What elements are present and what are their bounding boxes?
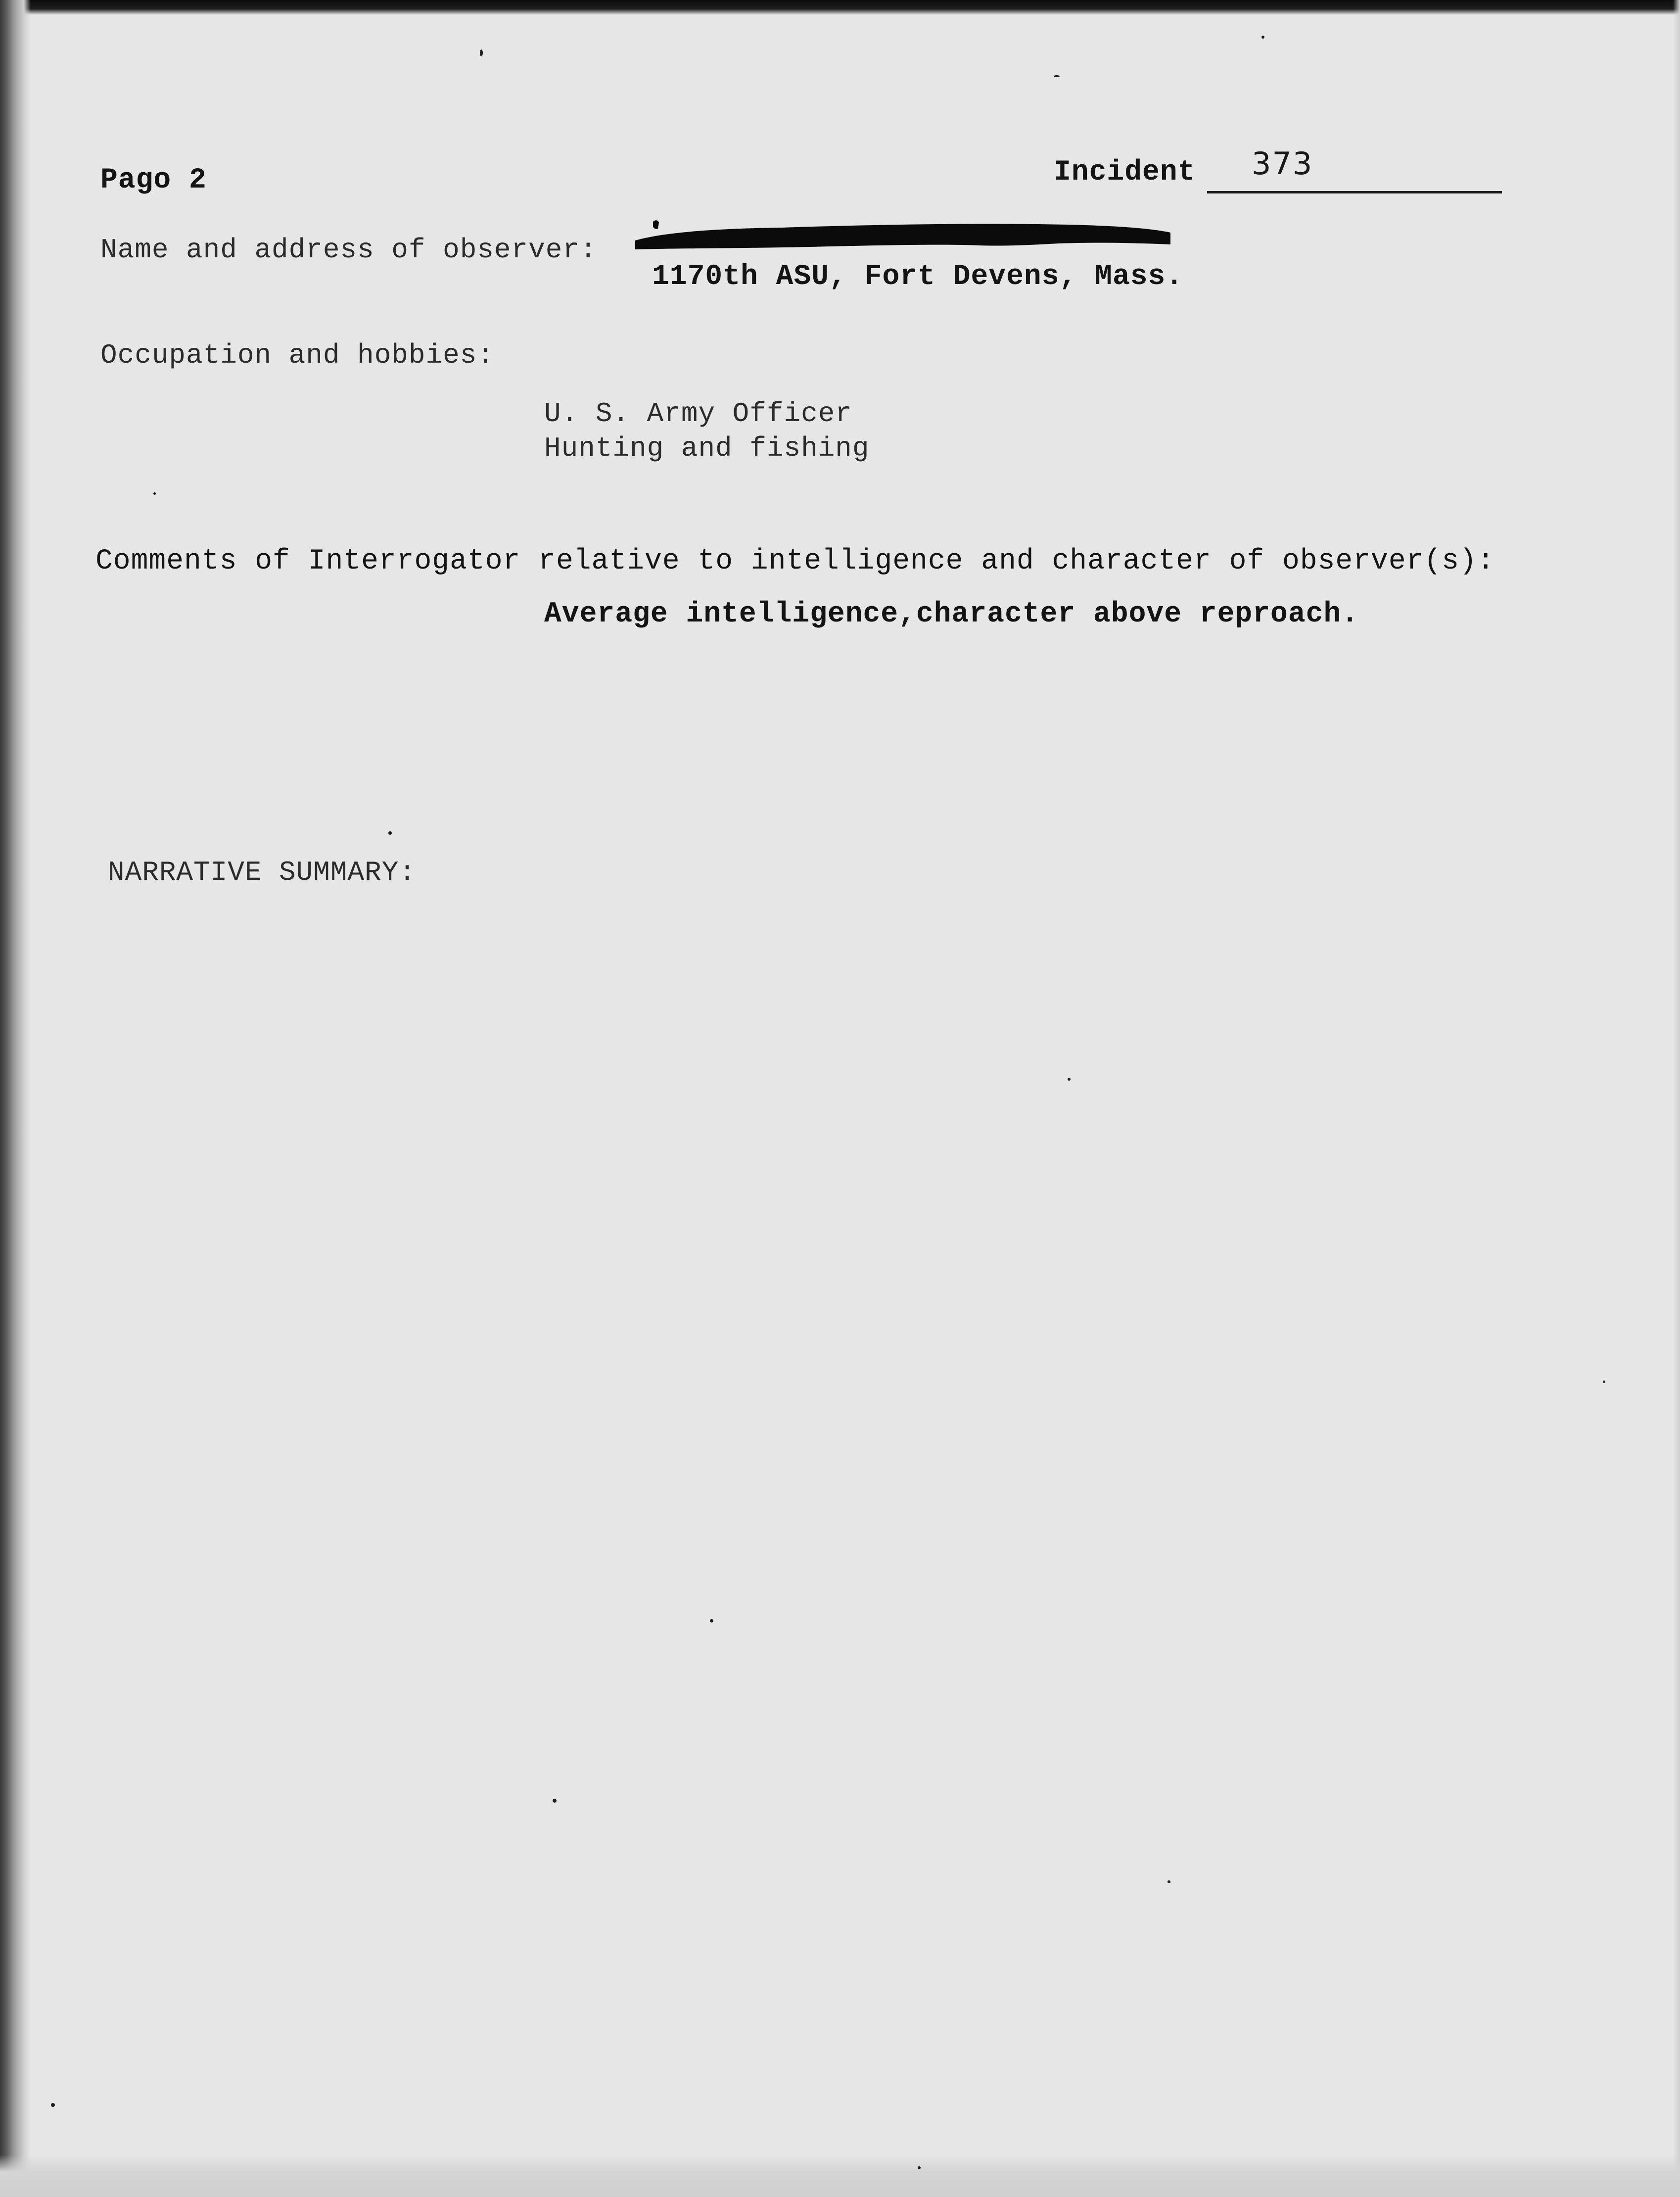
redaction-mark (633, 218, 1172, 256)
scan-right-border (1673, 0, 1680, 2197)
scan-speck (918, 2166, 921, 2169)
scan-speck (710, 1619, 713, 1623)
hobbies-line: Hunting and fishing (544, 432, 870, 464)
scan-speck (1068, 1078, 1071, 1081)
scan-speck (153, 492, 156, 495)
page-number-label: Pago 2 (100, 164, 207, 196)
incident-underline (1207, 191, 1502, 193)
interrogator-comments-label: Comments of Interrogator relative to intelligence and character of observer(s): (95, 545, 1495, 577)
scan-speck (553, 1799, 557, 1803)
scan-top-border (0, 0, 1680, 15)
scan-speck (1603, 1381, 1605, 1383)
narrative-summary-label: NARRATIVE SUMMARY: (108, 857, 416, 888)
occupation-hobbies-label: Occupation and hobbies: (100, 339, 494, 371)
scan-speck (1054, 75, 1060, 77)
scan-bottom-border (0, 2155, 1680, 2197)
scan-left-border (0, 0, 31, 2197)
scan-speck (480, 49, 483, 56)
observer-address: 1170th ASU, Fort Devens, Mass. (652, 261, 1184, 293)
occupation-line: U. S. Army Officer (544, 398, 852, 430)
interrogator-comments-text: Average intelligence,character above reproach. (544, 598, 1359, 630)
scan-speck (51, 2103, 55, 2107)
scan-speck (388, 831, 392, 835)
scan-speck (1261, 36, 1264, 39)
observer-name-address-label: Name and address of observer: (100, 234, 597, 266)
incident-label: Incident (1054, 156, 1196, 189)
incident-number-handwritten: 373 (1252, 145, 1313, 182)
scan-speck (1167, 1880, 1170, 1883)
